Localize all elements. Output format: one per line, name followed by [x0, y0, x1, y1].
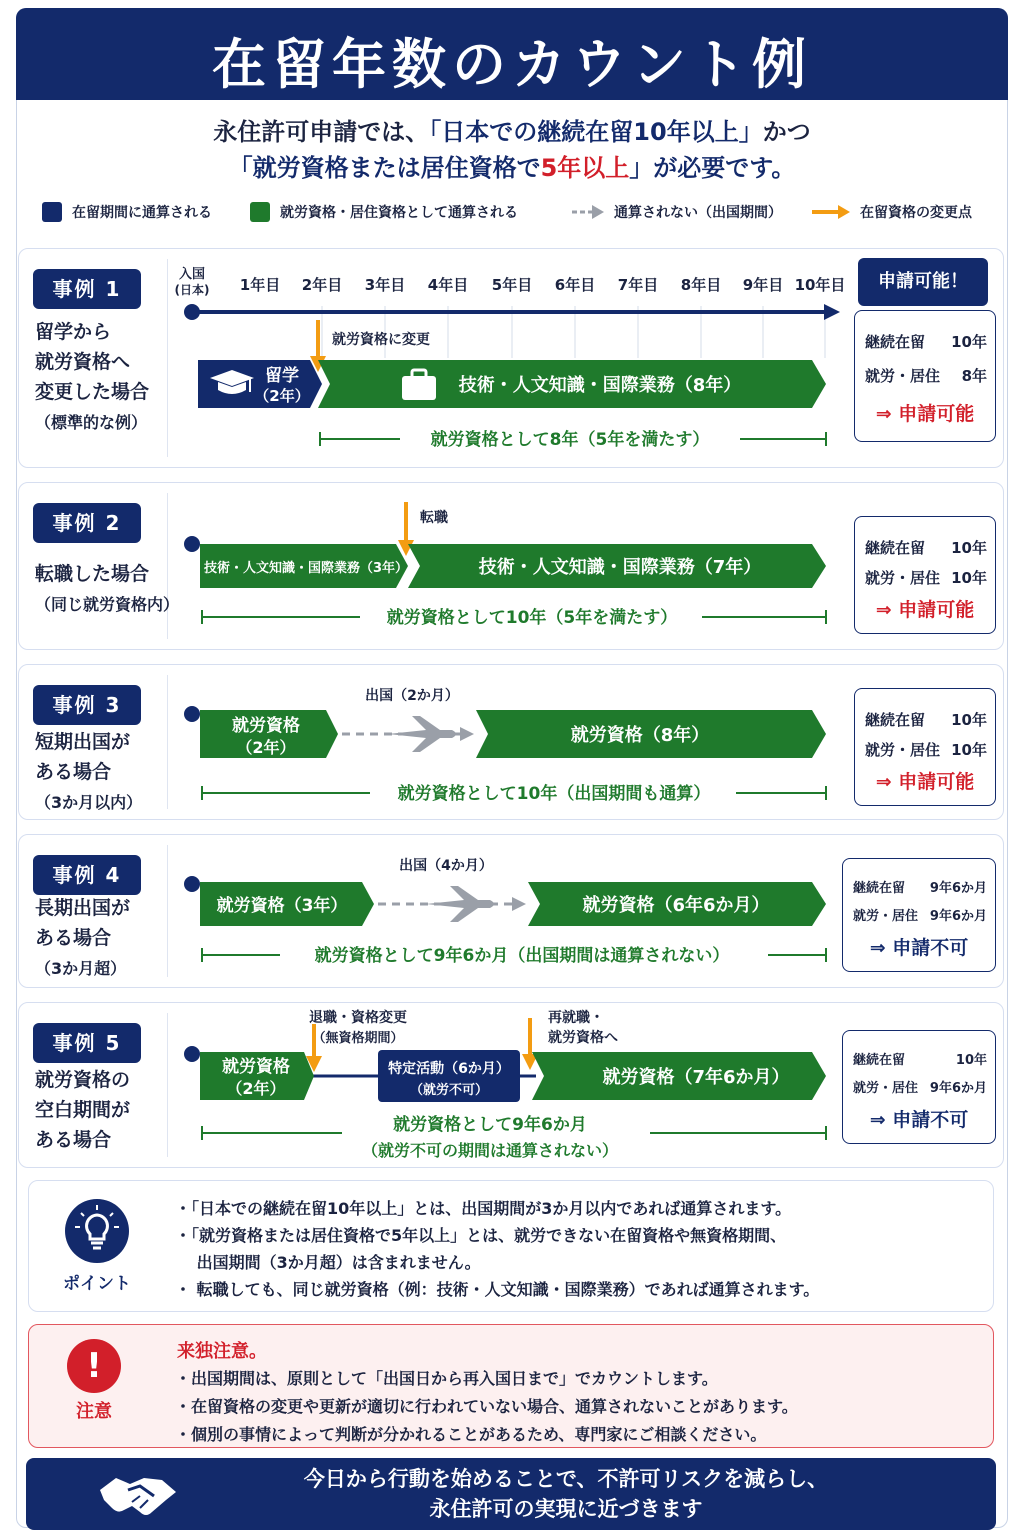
- case-5-timeline: [0, 1002, 850, 1168]
- result-label: 就労・居住: [865, 569, 941, 587]
- result-value: 10年: [951, 711, 987, 729]
- result-label: 就労・居住: [865, 741, 941, 759]
- result-verdict: ⇒ 申請不可: [869, 937, 969, 959]
- year-tick-label: 9年目: [742, 276, 784, 294]
- year-tick-label: 6年目: [554, 276, 596, 294]
- year-tick-label: 7年目: [617, 276, 659, 294]
- dashed-arrow-icon: [570, 202, 606, 222]
- point-box: [28, 1180, 994, 1312]
- footer-message: 今日から行動を始めることで、不許可リスクを減らし、 永住許可の実現に近づきます: [303, 1467, 829, 1521]
- segment-label: 就労資格（6年6か月）: [582, 895, 770, 916]
- case-1-timeline: [0, 248, 860, 468]
- result-label: 継続在留: [853, 1053, 906, 1068]
- result-value: 10年: [951, 741, 987, 759]
- apply-ok-header: 申請可能！: [858, 258, 988, 306]
- case-desc-main: 留学から 就労資格へ 変更した場合: [35, 321, 150, 403]
- page-title: 在留年数のカウント例: [212, 33, 812, 96]
- result-value: 9年6か月: [929, 1081, 987, 1096]
- segment-label: （2年）: [226, 1079, 286, 1098]
- legend-label: 在留資格の変更点: [860, 205, 972, 221]
- case-2-timeline: [0, 482, 850, 650]
- result-verdict: ⇒ 申請不可: [869, 1109, 969, 1131]
- navy-swatch-icon: [42, 202, 62, 222]
- title-bar: [16, 8, 1008, 100]
- change-label: 転職: [420, 510, 448, 526]
- airplane-icon: [388, 716, 456, 752]
- segment-label: （就労不可）: [409, 1083, 489, 1098]
- case-desc-sub: （同じ就労資格内）: [35, 595, 180, 614]
- year-tick-label: 8年目: [680, 276, 722, 294]
- case-badge: 事例 3: [33, 685, 141, 725]
- intro-highlight: 」が必要です。: [629, 154, 796, 182]
- year-tick-label: 2年目: [301, 276, 343, 294]
- point-item: 出国期間（3か月超）は含まれません。: [175, 1253, 481, 1272]
- legend-label: 在留期間に通算される: [72, 205, 212, 221]
- point-item: ・ 転職しても、同じ就労資格（例：技術・人文知識・国際業務）であれば通算されます。: [175, 1280, 820, 1299]
- segment-label: 就労資格（3年）: [216, 896, 348, 916]
- entry-dot: [184, 304, 200, 320]
- lightbulb-icon: [65, 1199, 129, 1263]
- legend-item-work: [250, 202, 518, 222]
- orange-arrow-icon: [810, 202, 852, 222]
- intro-highlight: 「就労資格または居住資格で: [228, 154, 541, 182]
- entry-dot: [184, 1046, 200, 1062]
- segment-label: 技術・人文知識・国際業務（3年）: [203, 561, 409, 576]
- result-value: 8年: [961, 367, 987, 385]
- result-value: 10年: [951, 539, 987, 557]
- span-label: 就労資格として10年（出国期間も通算）: [397, 784, 711, 804]
- span-label: 就労資格として9年6か月: [393, 1115, 587, 1135]
- caution-item: ・出国期間は、原則として「出国日から再入国日まで」でカウントします。: [175, 1369, 718, 1388]
- span-label: 就労資格として10年（5年を満たす）: [386, 608, 678, 628]
- gap-label: 出国（4か月）: [399, 858, 493, 874]
- result-value: 10年: [951, 569, 987, 587]
- case-desc-sub: （3か月超）: [35, 959, 127, 978]
- change-label: （無資格期間）: [312, 1031, 404, 1046]
- result-label: 継続在留: [853, 881, 906, 896]
- caution-heading: 来独注意。: [177, 1341, 267, 1362]
- entry-label: 入国: [178, 267, 206, 282]
- case-badge: 事例 4: [33, 855, 141, 895]
- result-label: 継続在留: [865, 333, 926, 351]
- case-badge: 事例 2: [33, 503, 141, 543]
- case-desc-main: 転職した場合: [35, 563, 150, 585]
- change-label: 就労資格へ: [548, 1030, 618, 1046]
- intro-line-1: [0, 112, 1024, 147]
- case-5-result: [842, 1030, 996, 1144]
- exclamation-icon: !: [67, 1339, 121, 1393]
- caution-item: ・在留資格の変更や更新が適切に行われていない場合、通算されないことがあります。: [175, 1397, 798, 1416]
- year-tick-label: 1年目: [239, 276, 281, 294]
- year-tick-label: 5年目: [491, 276, 533, 294]
- case-badge: 事例 1: [33, 269, 141, 309]
- caution-label: 注意: [76, 1401, 112, 1422]
- result-value: 10年: [951, 333, 987, 351]
- result-verdict: ⇒ 申請可能: [875, 771, 975, 793]
- change-label: 就労資格に変更: [332, 332, 430, 348]
- entry-dot: [184, 706, 200, 722]
- result-value: 9年6か月: [929, 881, 987, 896]
- segment-label: 留学: [265, 366, 299, 386]
- result-verdict: ⇒ 申請可能: [875, 403, 975, 425]
- entry-dot: [184, 876, 200, 892]
- entry-dot: [184, 536, 200, 552]
- airplane-icon: [426, 886, 494, 922]
- segment-label: （2年）: [236, 738, 296, 757]
- case-desc-main: 就労資格の 空白期間が ある場合: [35, 1069, 131, 1151]
- point-item: ・「日本での継続在留10年以上」とは、出国期間が3か月以内であれば通算されます。: [175, 1199, 792, 1218]
- segment-label: 就労資格: [232, 716, 300, 736]
- legend-item-not-counted: [570, 202, 782, 222]
- year-tick-label: 4年目: [427, 276, 469, 294]
- result-value: 10年: [955, 1053, 987, 1068]
- intro-highlight: 「日本での継続在留10年以上」: [429, 118, 763, 146]
- point-item: ・「就労資格または居住資格で5年以上」とは、就労できない在留資格や無資格期間、: [175, 1226, 787, 1245]
- segment-label: 技術・人文知識・国際業務（7年）: [478, 557, 762, 578]
- result-label: 就労・居住: [865, 367, 941, 385]
- point-label: ポイント: [63, 1274, 131, 1294]
- year-ticks: [240, 276, 846, 294]
- segment-label: （2年）: [254, 387, 310, 405]
- result-label: 就労・居住: [853, 1081, 919, 1096]
- result-value: 9年6か月: [929, 909, 987, 924]
- case-3-timeline: [0, 664, 850, 820]
- gap-arrowhead: [512, 897, 526, 911]
- case-2-result: [854, 516, 996, 634]
- span-label: （就労不可の期間は通算されない）: [361, 1141, 619, 1160]
- entry-sub-label: (日本): [174, 283, 210, 297]
- segment-label: 就労資格（8年）: [570, 725, 710, 746]
- legend-item-stay: [42, 202, 212, 222]
- legend-item-change: [810, 202, 972, 222]
- segment-label: 就労資格: [222, 1057, 290, 1077]
- legend-label: 通算されない（出国期間）: [614, 205, 782, 221]
- span-label: 就労資格として9年6か月（出国期間は通算されない）: [314, 946, 730, 966]
- case-3-result: [854, 688, 996, 806]
- caution-list: [175, 1365, 798, 1449]
- intro-line-2: [0, 148, 1024, 183]
- year-tick-label: 10年目: [794, 276, 846, 294]
- change-label: 再就職・: [548, 1010, 604, 1026]
- caution-item: ・個別の事情によって判断が分かれることがあるため、専門家にご相談ください。: [175, 1425, 767, 1444]
- result-label: 継続在留: [865, 539, 926, 557]
- intro-text: 永住許可申請では、: [213, 118, 430, 146]
- intro-red-highlight: 5年以上: [540, 154, 630, 182]
- gap-arrowhead: [460, 727, 474, 741]
- segment-label: 技術・人文知識・国際業務（8年）: [458, 375, 742, 396]
- case-desc-main: 短期出国が ある場合: [35, 731, 131, 783]
- case-desc-sub: （標準的な例）: [35, 413, 148, 432]
- case-4-result: [842, 858, 996, 972]
- segment-label: 就労資格（7年6か月）: [602, 1067, 790, 1088]
- span-label: 就労資格として8年（5年を満たす）: [430, 430, 710, 450]
- result-verdict: ⇒ 申請可能: [875, 599, 975, 621]
- footer-banner: [26, 1458, 996, 1530]
- gap-label: 出国（2か月）: [365, 688, 459, 704]
- case-desc-sub: （3か月以内）: [35, 793, 143, 812]
- timeline-arrowhead: [824, 304, 840, 320]
- point-list: [175, 1195, 819, 1303]
- case-1-result: [854, 310, 996, 442]
- intro-text: かつ: [762, 118, 811, 146]
- year-tick-label: 3年目: [364, 276, 406, 294]
- green-swatch-icon: [250, 202, 270, 222]
- case-4-timeline: [0, 834, 850, 988]
- case-desc-main: 長期出国が ある場合: [35, 897, 131, 949]
- case-badge: 事例 5: [33, 1023, 141, 1063]
- caution-box: [28, 1324, 994, 1448]
- segment-label: 特定活動（6か月）: [388, 1061, 510, 1077]
- result-label: 就労・居住: [853, 909, 919, 924]
- legend-label: 就労資格・居住資格として通算される: [280, 205, 518, 221]
- result-label: 継続在留: [865, 711, 926, 729]
- change-label: 退職・資格変更: [309, 1010, 407, 1026]
